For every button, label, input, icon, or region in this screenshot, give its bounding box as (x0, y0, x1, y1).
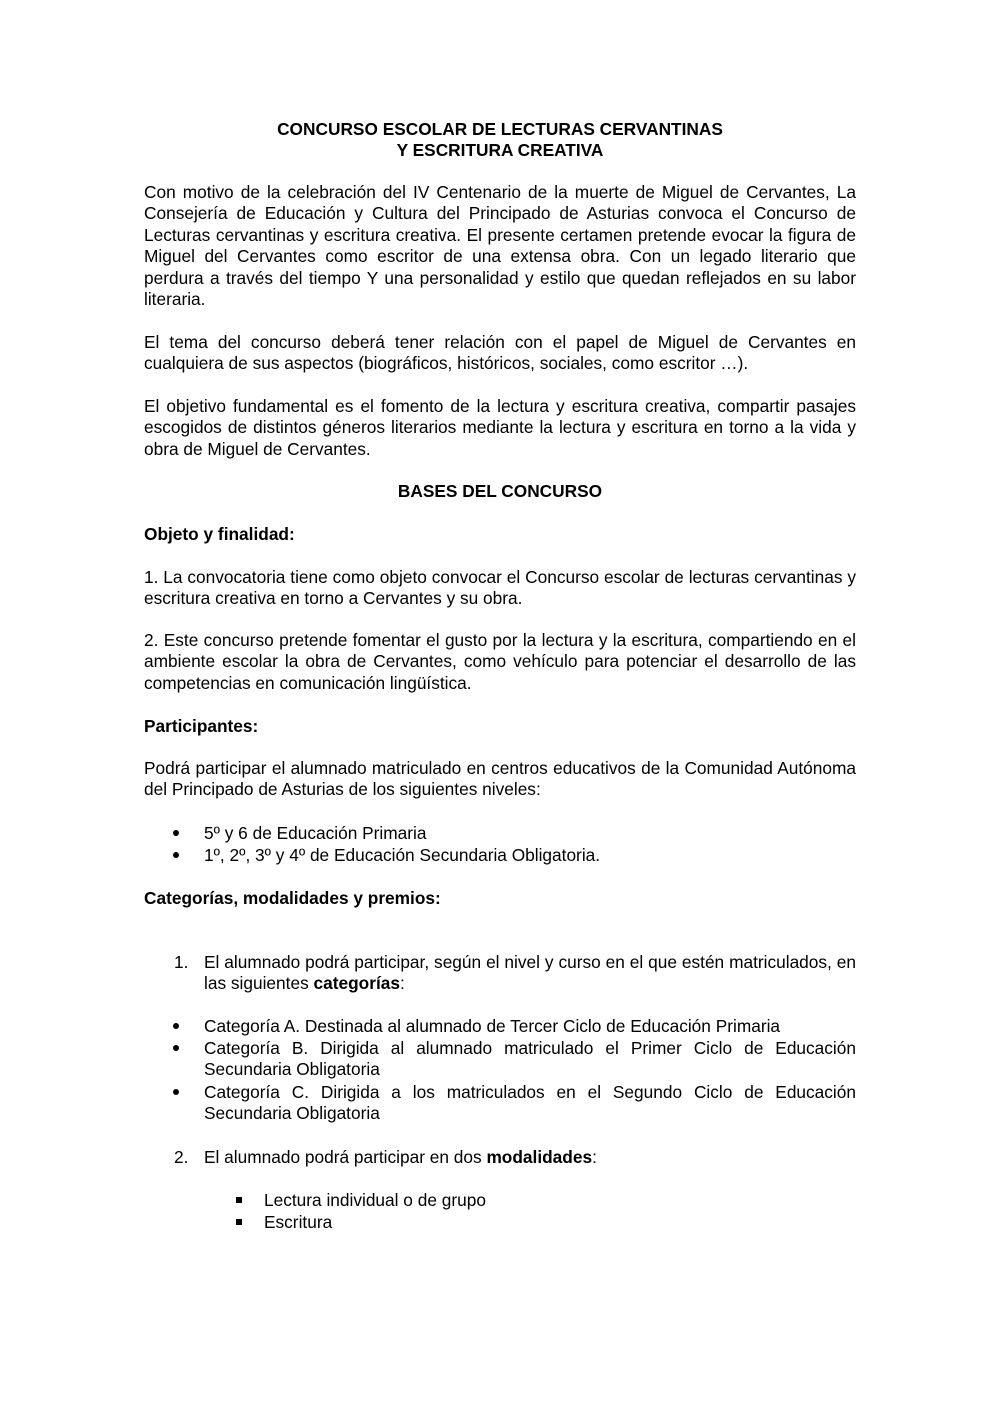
modality-text: Lectura individual o de grupo (264, 1190, 486, 1210)
participantes-paragraph: Podrá participar el alumnado matriculado en centros educativos de la Comunidad Autónoma del Principado de Asturias de los siguientes niveles: (144, 758, 856, 800)
square-bullet-icon (236, 1197, 242, 1203)
bullet-icon (173, 1082, 179, 1103)
category-text: Categoría B. Dirigida al alumnado matriculado el Primer Ciclo de Educación Secundaria Obligatoria (204, 1038, 856, 1080)
bullet-icon (173, 1016, 179, 1037)
intro-paragraph-2: El tema del concurso deberá tener relación con el papel de Miguel de Cervantes en cualquiera de sus aspectos (biográficos, históricos, sociales, como escritor …). (144, 332, 856, 374)
objeto-paragraph-2: 2. Este concurso pretende fomentar el gusto por la lectura y la escritura, compartiendo en el ambiente escolar la obra de Cervantes, como vehículo para potenciar el desarrollo de las competencias en comunicación lingüística. (144, 630, 856, 693)
objeto-paragraph-1: 1. La convocatoria tiene como objeto convocar el Concurso escolar de lecturas cervantinas y escritura creativa en torno a Cervantes y su obra. (144, 567, 856, 609)
bullet-icon (173, 845, 179, 866)
item-number: 2. (174, 1147, 189, 1167)
square-bullet-icon (236, 1219, 242, 1225)
title-line-2: Y ESCRITURA CREATIVA (396, 140, 604, 161)
modality-text: Escritura (264, 1212, 333, 1232)
bullet-icon (173, 823, 179, 844)
level-text: 5º y 6 de Educación Primaria (204, 823, 427, 843)
item-number: 1. (174, 952, 189, 972)
categorias-heading: Categorías, modalidades y premios: (144, 888, 441, 908)
bullet-icon (173, 1038, 179, 1059)
objeto-heading: Objeto y finalidad: (144, 524, 295, 544)
emphasis-modalidades: modalidades (486, 1147, 593, 1167)
intro-paragraph-3: El objetivo fundamental es el fomento de la lectura y escritura creativa, compartir pasajes escogidos de distintos géneros literarios mediante la lectura y escritura en torno a la vida y obra de Miguel de Cervantes. (144, 396, 856, 459)
item-text: El alumnado podrá participar en dos modalidades: (204, 1147, 597, 1167)
participantes-heading: Participantes: (144, 716, 259, 736)
emphasis-categorias: categorías (313, 973, 400, 994)
title-line-1: CONCURSO ESCOLAR DE LECTURAS CERVANTINAS (277, 119, 723, 139)
document-title (144, 119, 856, 162)
intro-paragraph-1: Con motivo de la celebración del IV Centenario de la muerte de Miguel de Cervantes, La Consejería de Educación y Cultura del Principado de Asturias convoca el Concurso de Lecturas cervantinas y escritura creativa. El presente certamen pretende evocar la figura de Miguel del Cervantes como escritor de una extensa obra. Con un legado literario que perdura a través del tiempo Y una personalidad y estilo que quedan reflejados en su labor literaria. (144, 182, 856, 310)
level-text: 1º, 2º, 3º y 4º de Educación Secundaria Obligatoria. (204, 845, 601, 865)
bases-heading: BASES DEL CONCURSO (397, 481, 603, 501)
item-text: El alumnado podrá participar, según el nivel y curso en el que estén matriculados, en las siguientes categorías: (204, 952, 856, 994)
category-text: Categoría C. Dirigida a los matriculados en el Segundo Ciclo de Educación Secundaria Obligatoria (204, 1082, 856, 1124)
category-text: Categoría A. Destinada al alumnado de Tercer Ciclo de Educación Primaria (204, 1016, 781, 1036)
